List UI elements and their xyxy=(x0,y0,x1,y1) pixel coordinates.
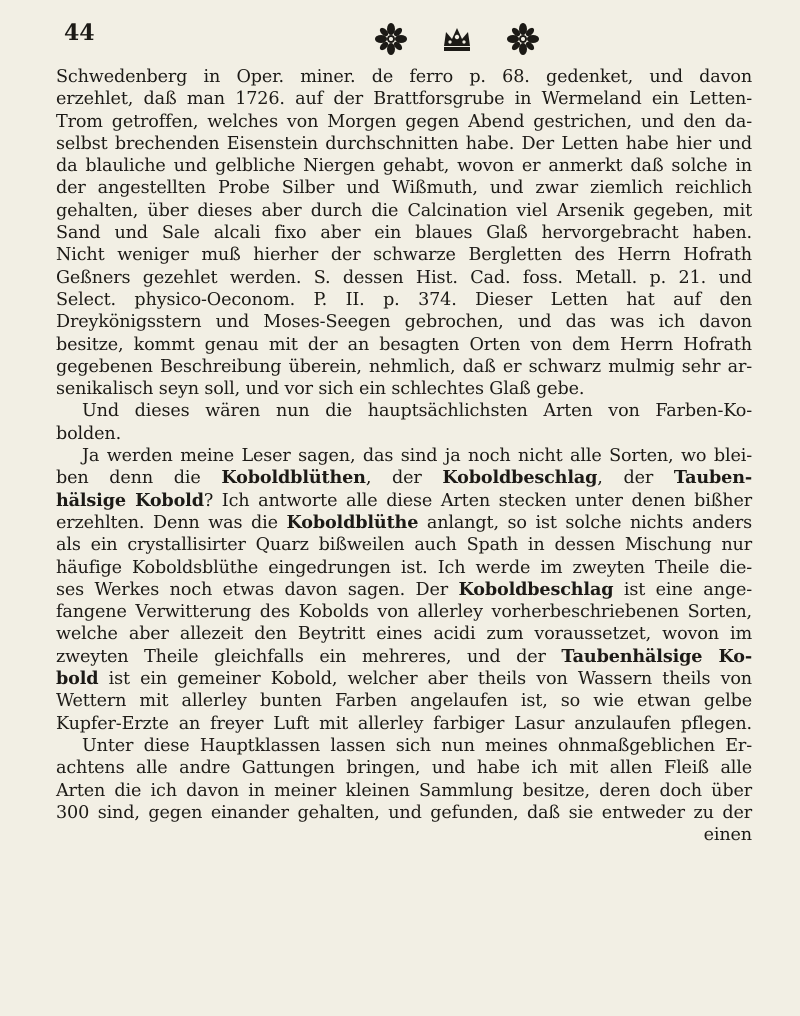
text-segment: einen xyxy=(703,825,752,846)
text-line xyxy=(56,334,752,356)
text-segment: 300 sind, gegen einander gehalten, und gefunden, daß sie entweder zu der xyxy=(56,802,752,823)
text-line xyxy=(56,378,752,400)
text-line xyxy=(56,289,752,311)
text-line xyxy=(56,200,752,222)
text-line xyxy=(56,780,752,802)
text-line xyxy=(56,646,752,668)
text-segment: , der xyxy=(365,468,443,489)
text-segment: besitze, kommt genau mit der an besagten Orten von dem Herrn Hofrath xyxy=(56,334,752,355)
emphasized-term: hälsige Kobold xyxy=(56,489,204,511)
text-line xyxy=(56,802,752,824)
text-segment: Und dieses wären nun die hauptsächlichsten Arten von Farben-Ko- xyxy=(82,401,752,422)
emphasized-term: Koboldbeschlag xyxy=(442,467,598,489)
emphasized-term: Taubenhälsige Ko- xyxy=(561,645,752,667)
text-line xyxy=(56,690,752,712)
text-line xyxy=(56,66,752,88)
text-line xyxy=(56,177,752,199)
text-segment: Trom getroffen, welches von Morgen gegen Abend gestrichen, und den da- xyxy=(56,111,752,132)
text-segment: ist eine ange- xyxy=(613,579,752,600)
text-line xyxy=(56,735,752,757)
text-line xyxy=(56,713,752,735)
text-line xyxy=(56,400,752,422)
emphasized-term: bold xyxy=(56,668,99,690)
text-segment: Wettern mit allerley bunten Farben angelaufen ist, so wie etwan gelbe xyxy=(56,691,752,712)
text-line xyxy=(56,534,752,556)
text-segment: senikalisch seyn soll, und vor sich ein schlechtes Glaß gebe. xyxy=(56,379,585,400)
header-ornaments xyxy=(356,22,556,62)
text-segment: welche aber allezeit den Beytritt eines acidi zum voraussetzet, wovon im xyxy=(56,624,752,645)
crown-ornament-icon xyxy=(440,22,474,56)
text-segment: Geßners gezehlet werden. S. dessen Hist. Cad. foss. Metall. p. 21. und xyxy=(56,267,752,288)
text-line xyxy=(56,311,752,333)
text-line xyxy=(56,623,752,645)
text-line xyxy=(56,601,752,623)
text-line xyxy=(56,88,752,110)
text-segment: Schwedenberg in Oper. miner. de ferro p. 68. gedenket, und davon xyxy=(56,67,752,87)
text-segment: Dreykönigsstern und Moses-Seegen gebrochen, und das was ich davon xyxy=(56,312,752,333)
flower-ornament-icon xyxy=(506,22,540,56)
text-segment: ? Ich antworte alle diese Arten stecken unter denen bißher xyxy=(203,490,753,511)
text-line xyxy=(56,445,752,467)
text-line xyxy=(56,267,752,289)
text-segment: , der xyxy=(597,468,674,489)
text-line xyxy=(56,222,752,244)
page-number: 44 xyxy=(64,20,95,46)
text-line xyxy=(56,668,752,690)
text-segment: der angestellten Probe Silber und Wißmuth, und zwar ziemlich reichlich xyxy=(56,178,752,199)
text-segment: ist ein gemeiner Kobold, welcher aber theils von Wassern theils von xyxy=(98,669,752,690)
text-segment: Nicht weniger muß hierher der schwarze Bergletten des Herrn Hofrath xyxy=(56,245,752,266)
text-segment: selbst brechenden Eisenstein durchschnitten habe. Der Letten habe hier und xyxy=(56,133,752,154)
text-segment: erzehlten. Denn was die xyxy=(56,512,287,533)
emphasized-term: Tauben- xyxy=(673,467,752,489)
emphasized-term: Koboldblüthen xyxy=(221,467,366,489)
text-segment: zweyten Theile gleichfalls ein mehreres, und der xyxy=(56,646,562,667)
text-segment: achtens alle andre Gattungen bringen, und habe ich mit allen Fleiß alle xyxy=(56,758,752,779)
text-line xyxy=(56,111,752,133)
text-segment: fangene Verwitterung des Kobolds von allerley vorherbeschriebenen Sorten, xyxy=(56,602,752,623)
text-segment: erzehlet, daß man 1726. auf der Brattforsgrube in Wermeland ein Letten- xyxy=(56,89,752,110)
text-segment: ses Werkes noch etwas davon sagen. Der xyxy=(56,579,459,600)
text-line xyxy=(56,244,752,266)
text-line xyxy=(56,579,752,601)
body-text xyxy=(56,66,752,846)
emphasized-term: Koboldbeschlag xyxy=(458,578,614,600)
text-line xyxy=(56,557,752,579)
text-line xyxy=(56,490,752,512)
text-line xyxy=(56,423,752,445)
text-line xyxy=(56,467,752,489)
text-segment: Unter diese Hauptklassen lassen sich nun meines ohnmaßgeblichen Er- xyxy=(82,735,752,756)
text-line xyxy=(56,133,752,155)
text-line xyxy=(56,757,752,779)
text-segment: ben denn die xyxy=(56,468,222,489)
text-line xyxy=(56,356,752,378)
text-segment: Arten die ich davon in meiner kleinen Sammlung besitze, deren doch über xyxy=(56,780,752,801)
text-segment: bolden. xyxy=(56,423,122,444)
text-segment: Kupfer-Erzte an freyer Luft mit allerley farbiger Lasur anzulaufen pflegen. xyxy=(56,713,752,734)
text-line xyxy=(56,512,752,534)
text-segment: gegebenen Beschreibung überein, nehmlich, daß er schwarz mulmig sehr ar- xyxy=(56,356,752,377)
text-line xyxy=(56,155,752,177)
text-segment: Select. physico-Oeconom. P. II. p. 374. Dieser Letten hat auf den xyxy=(56,289,752,310)
flower-ornament-icon xyxy=(374,22,408,56)
text-segment: Sand und Sale alcali fixo aber ein blaues Glaß hervorgebracht haben. xyxy=(56,223,752,244)
text-segment: als ein crystallisirter Quarz bißweilen auch Spath in dessen Mischung nur xyxy=(56,535,752,556)
text-segment: häufige Koboldsblüthe eingedrungen ist. Ich werde im zweyten Theile die- xyxy=(56,557,752,578)
page-header xyxy=(56,20,744,66)
text-segment: anlangt, so ist solche nichts anders xyxy=(418,512,752,533)
text-segment: Ja werden meine Leser sagen, das sind ja noch nicht alle Sorten, wo blei- xyxy=(82,446,752,467)
text-segment: da blauliche und gelbliche Niergen gehabt, wovon er anmerkt daß solche in xyxy=(56,156,752,177)
text-segment: gehalten, über dieses aber durch die Calcination viel Arsenik gegeben, mit xyxy=(56,200,752,221)
emphasized-term: Koboldblüthe xyxy=(286,511,419,533)
text-line xyxy=(56,824,752,846)
